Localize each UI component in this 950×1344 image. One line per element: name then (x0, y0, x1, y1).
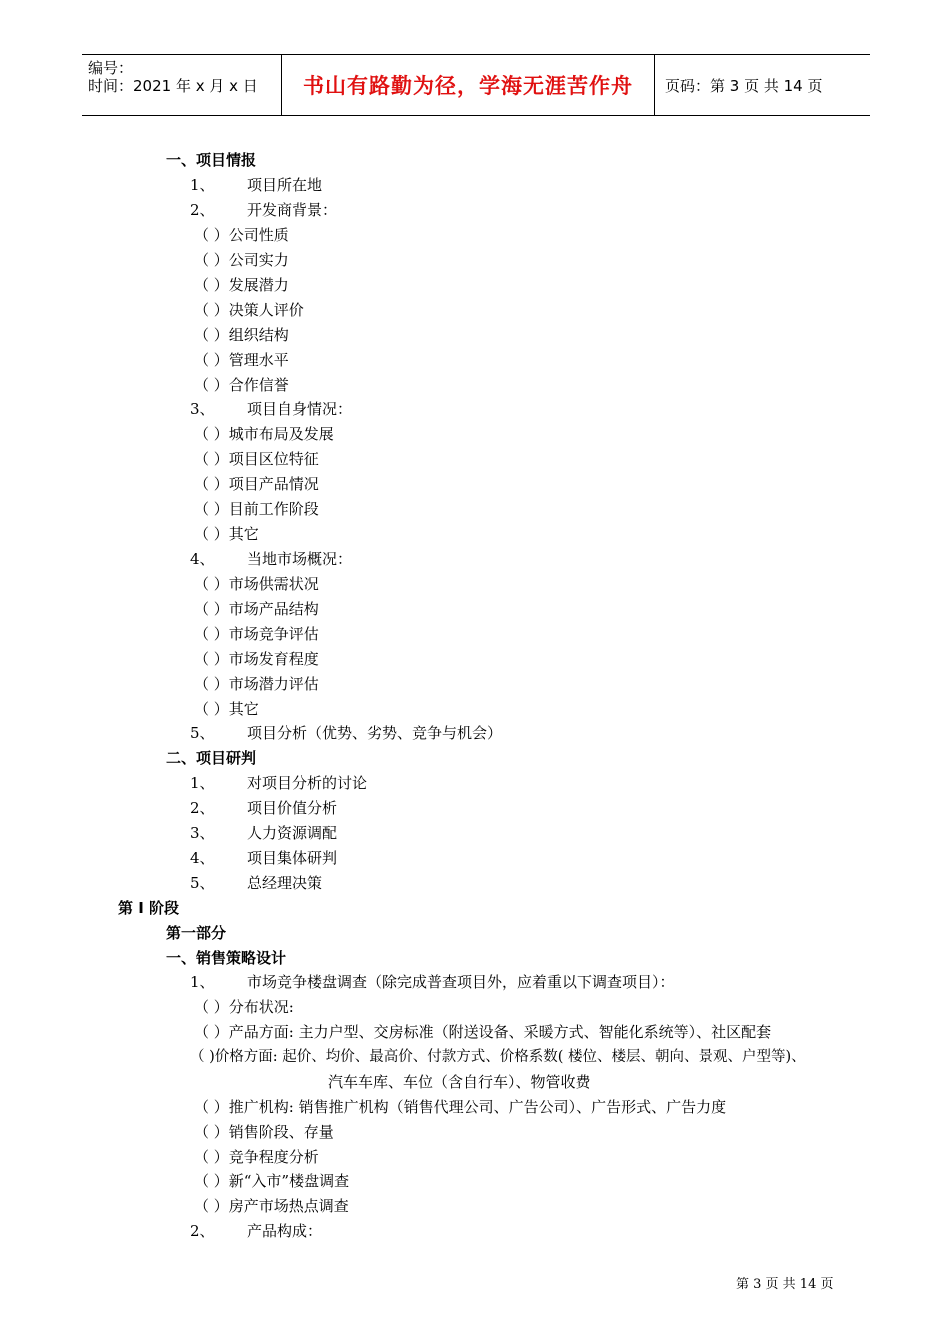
checklist-item: （ ）公司实力 (194, 251, 289, 269)
checklist-item: （ ）新“入市”楼盘调查 (194, 1172, 350, 1190)
list-item: 2、 产品构成： (190, 1222, 323, 1240)
header-motto: 书山有路勤为径，学海无涯苦作舟 (282, 55, 655, 115)
checklist-item: （ ）组织结构 (194, 326, 289, 344)
checklist-item: （ ）项目产品情况 (194, 475, 319, 493)
checklist-item-continued: 汽车车库、车位（含自行车）、物管收费 (328, 1073, 591, 1091)
checklist-item: （ ）房产市场热点调查 (194, 1197, 349, 1215)
checklist-item: （ ）发展潜力 (194, 276, 289, 294)
document-time-label: 时间：2021 年 x 月 x 日 (88, 77, 258, 95)
list-item: 3、 人力资源调配 (190, 824, 338, 842)
page-footer: 第 3 页 共 14 页 (736, 1277, 834, 1292)
checklist-item: （ ）市场产品结构 (194, 600, 319, 618)
list-item: 2、 开发商背景： (190, 201, 338, 219)
checklist-item: （ ）管理水平 (194, 351, 289, 369)
checklist-item: （ ）其它 (194, 525, 259, 543)
checklist-item: （ ）合作信誉 (194, 376, 289, 394)
list-item: 1、 对项目分析的讨论 (190, 774, 368, 792)
checklist-item: （ ）分布状况: (194, 998, 294, 1016)
checklist-item: （ ）城市布局及发展 (194, 425, 334, 443)
heading-project-review: 二、项目研判 (166, 749, 257, 767)
list-item: 5、 总经理决策 (190, 874, 323, 892)
checklist-item: （ ）产品方面: 主力户型、交房标准（附送设备、采暖方式、智能化系统等）、社区配套 (194, 1023, 772, 1041)
list-item: 2、 项目价值分析 (190, 799, 338, 817)
heading-project-intel: 一、项目情报 (166, 151, 257, 169)
list-item: 5、 项目分析（优势、劣势、竞争与机会） (190, 724, 503, 742)
checklist-item: （ ）其它 (194, 700, 259, 718)
checklist-item: （ )价格方面: 起价、均价、最高价、付款方式、价格系数( 楼位、楼层、朝向、景观、户型等)、 (190, 1049, 806, 1065)
checklist-item: （ ）销售阶段、存量 (194, 1123, 334, 1141)
list-item: 1、 项目所在地 (190, 176, 323, 194)
heading-sales-strategy: 一、销售策略设计 (166, 949, 287, 967)
checklist-item: （ ）市场竞争评估 (194, 625, 319, 643)
list-item: 4、 项目集体研判 (190, 849, 338, 867)
heading-part-one: 第一部分 (166, 924, 227, 942)
header-page-label: 页码：第 3 页 共 14 页 (665, 76, 823, 95)
list-item: 4、 当地市场概况： (190, 550, 353, 568)
checklist-item: （ ）公司性质 (194, 226, 289, 244)
checklist-item: （ ）市场供需状况 (194, 575, 319, 593)
checklist-item: （ ）竞争程度分析 (194, 1148, 319, 1166)
checklist-item: （ ）市场发育程度 (194, 650, 319, 668)
checklist-item: （ ）推广机构: 销售推广机构（销售代理公司、广告公司）、广告形式、广告力度 (194, 1098, 727, 1116)
header-meta (82, 55, 282, 115)
checklist-item: （ ）项目区位特征 (194, 450, 319, 468)
list-item: 3、 项目自身情况： (190, 400, 353, 418)
checklist-item: （ ）目前工作阶段 (194, 500, 319, 518)
page-header (82, 54, 870, 116)
checklist-item: （ ）决策人评价 (194, 301, 304, 319)
list-item: 1、 市场竞争楼盘调查（除完成普查项目外，应着重以下调查项目）： (190, 973, 675, 991)
document-number-label: 编号： (88, 59, 134, 77)
heading-stage-one: 第 Ⅰ 阶段 (118, 899, 180, 917)
checklist-item: （ ）市场潜力评估 (194, 675, 319, 693)
